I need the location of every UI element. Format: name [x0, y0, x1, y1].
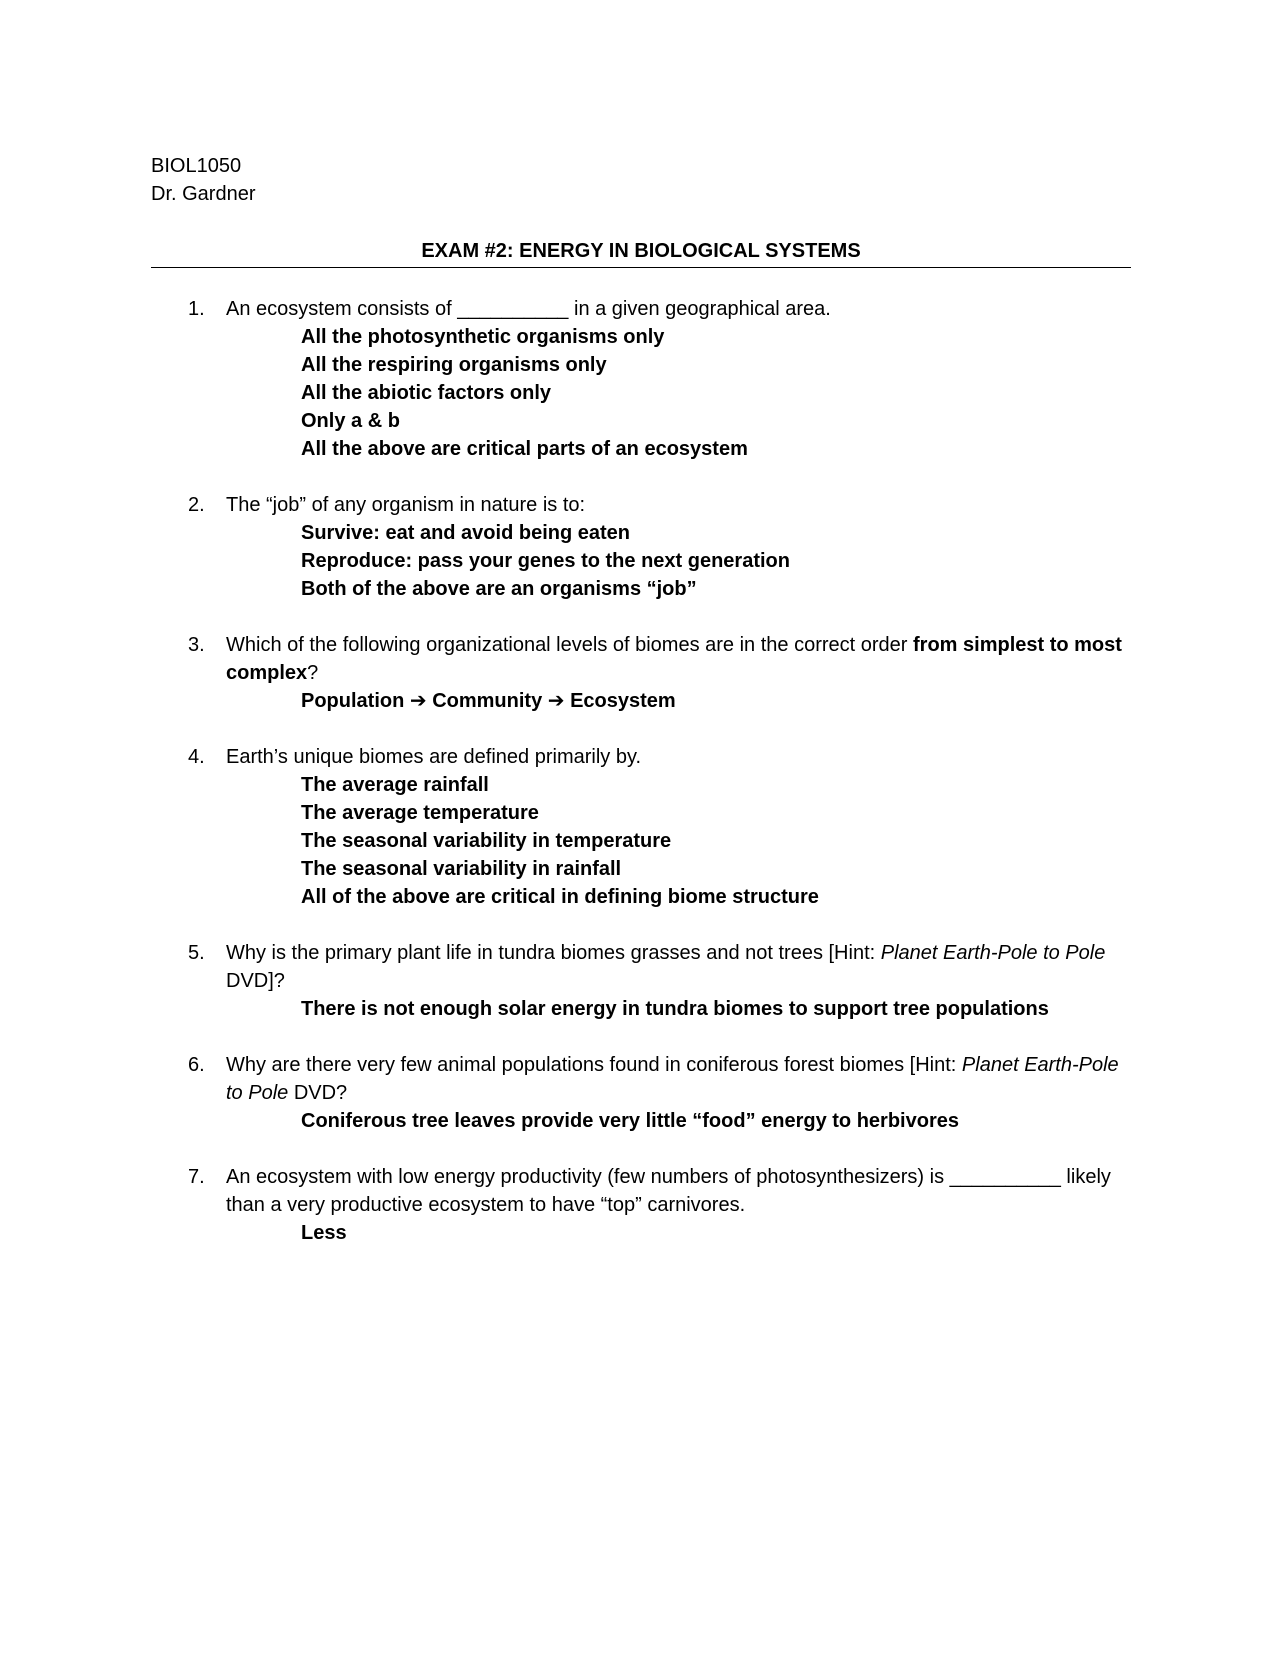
question-number: 6. — [188, 1054, 205, 1076]
answer-list — [226, 771, 1131, 911]
question-3 — [151, 631, 1131, 715]
title-rule — [151, 237, 1131, 268]
dvd-title: Planet Earth-Pole to Pole — [226, 1054, 1119, 1104]
question-5 — [151, 939, 1131, 1023]
answer-option: All the abiotic factors only — [301, 382, 552, 404]
answer-option: Survive: eat and avoid being eaten — [301, 522, 630, 544]
answer-option: Population ➔ Community ➔ Ecosystem — [301, 690, 676, 712]
answer-option: All the photosynthetic organisms only — [301, 326, 665, 348]
answer-list — [226, 995, 1131, 1023]
question-text: Earth’s unique biomes are defined primarily by. — [226, 746, 642, 768]
answer-list — [226, 1107, 1131, 1135]
instructor-name: Dr. Gardner — [151, 183, 256, 205]
dvd-title: Planet Earth-Pole to Pole — [880, 942, 1106, 964]
question-1 — [151, 295, 1131, 463]
answer-option: The average temperature — [301, 802, 539, 824]
question-text: The “job” of any organism in nature is to: — [226, 494, 586, 516]
answer-option: All the respiring organisms only — [301, 354, 607, 376]
question-number: 1. — [188, 298, 205, 320]
answer-option: The average rainfall — [301, 774, 489, 796]
question-number: 5. — [188, 942, 205, 964]
question-number: 7. — [188, 1166, 205, 1188]
exam-title: EXAM #2: ENERGY IN BIOLOGICAL SYSTEMS — [421, 240, 861, 262]
answer-list — [226, 323, 1131, 463]
question-6 — [151, 1051, 1131, 1135]
answer-blank: __________ — [457, 298, 569, 320]
exam-page — [151, 152, 1131, 1275]
question-number: 2. — [188, 494, 205, 516]
answer-list — [226, 519, 1131, 603]
answer-list — [226, 1219, 1131, 1247]
answer-option: Coniferous tree leaves provide very little “food” energy to herbivores — [301, 1110, 959, 1132]
question-2 — [151, 491, 1131, 603]
answer-option: The seasonal variability in rainfall — [301, 858, 622, 880]
question-4 — [151, 743, 1131, 911]
question-text: Which of the following organizational levels of biomes are in the correct order from simplest to most complex? — [226, 634, 1122, 684]
question-text: Why is the primary plant life in tundra biomes grasses and not trees [Hint: Planet Earth-Pole to Pole DVD]? — [226, 942, 1106, 992]
question-text: Why are there very few animal populations found in coniferous forest biomes [Hint: Planet Earth-Pole to Pole DVD? — [226, 1054, 1119, 1104]
answer-option: There is not enough solar energy in tundra biomes to support tree populations — [301, 998, 1049, 1020]
answer-option: Only a & b — [301, 410, 400, 432]
course-code: BIOL1050 — [151, 155, 242, 177]
question-number: 3. — [188, 634, 205, 656]
question-text: An ecosystem with low energy productivity (few numbers of photosynthesizers) is __________ likely than a very productive ecosystem to have “top” carnivores. — [226, 1166, 1111, 1216]
answer-option: All the above are critical parts of an ecosystem — [301, 438, 748, 460]
question-7 — [151, 1163, 1131, 1247]
answer-option: The seasonal variability in temperature — [301, 830, 672, 852]
answer-option: All of the above are critical in defining biome structure — [301, 886, 819, 908]
answer-option: Less — [301, 1222, 347, 1244]
answer-option: Both of the above are an organisms “job” — [301, 578, 697, 600]
answer-list — [226, 687, 1131, 715]
emphasis-text: from simplest to most complex — [226, 634, 1122, 684]
question-list — [151, 295, 1131, 1247]
answer-blank: __________ — [949, 1166, 1061, 1188]
answer-option: Reproduce: pass your genes to the next generation — [301, 550, 790, 572]
question-number: 4. — [188, 746, 205, 768]
question-text: An ecosystem consists of __________ in a given geographical area. — [226, 298, 831, 320]
